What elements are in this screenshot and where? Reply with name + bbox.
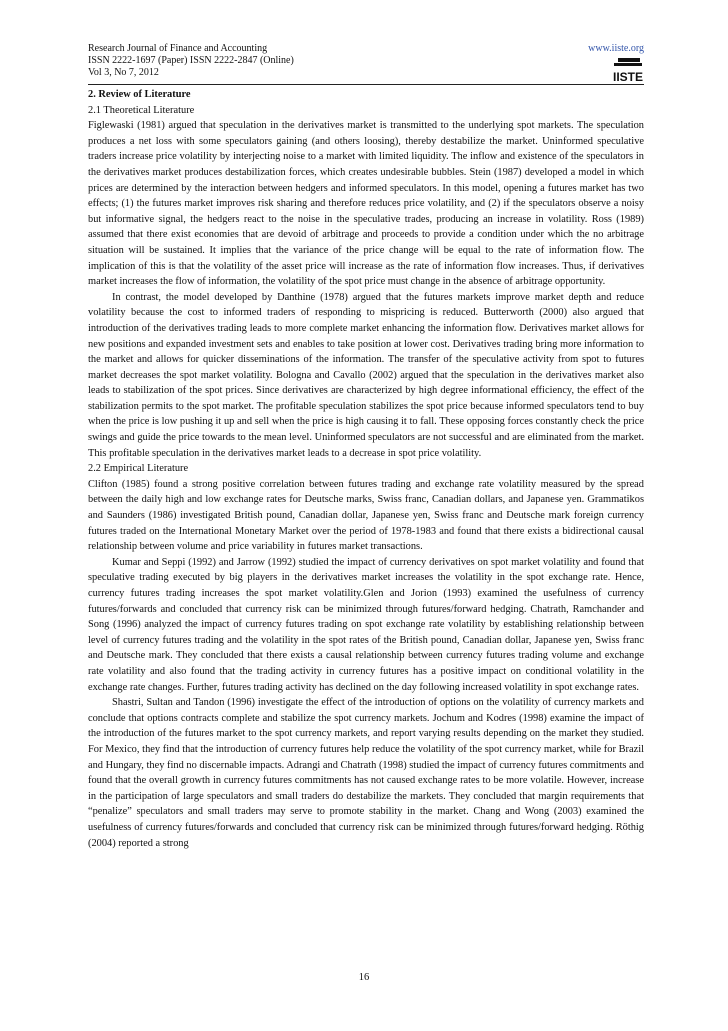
section-title: 2. Review of Literature bbox=[88, 89, 191, 100]
paragraph: Kumar and Seppi (1992) and Jarrow (1992) studied the impact of currency derivatives on spot market volatility and found that speculative trading executed by big players in the derivatives market increases the volatility in the spot exchange rate. Hence, currency futures trading increases the spot market volatility.Glen and Jorion (1993) examined the usefulness of currency futures/forwards and concluded that currency risk can be minimized through futures/forward hedging. Chatrath, Ramchander and Song (1996) analyzed the impact of currency futures trading on spot exchange rate volatility by establishing relationship between level of currency futures trading and the volatility in the spot rates of the British pound, Canadian dollar, Japanese yen, Swiss franc and Deutsche mark. They concluded that there exists a causal relationship between currency futures trading volume and exchange rate volatility and also found that the trading activity in currency futures has a positive impact on conditional volatility in the exchange rate changes. Further, futures trading activity has declined on the day following increased volatility in spot exchange rates. bbox=[88, 556, 644, 693]
paragraph: Clifton (1985) found a strong positive correlation between futures trading and exchange rate volatility measured by the spread between the daily high and low exchange rates for Deutsche marks, Swiss franc, Canadian dollars, and Japanese yen. Grammatikos and Saunders (1986) investigated British pound, Canadian dollar, Japanese yen, Swiss franc and Deutsche mark foreign currency futures traded on the International Monetary Market over the period of 1978-1983 and found that there exists a bidirectional causal relationship between volume and price variability in futures market transactions. bbox=[88, 478, 644, 553]
subsection-title-empirical: 2.2 Empirical Literature bbox=[88, 463, 189, 475]
iiste-logo bbox=[612, 57, 644, 83]
paragraph: Figlewaski (1981) argued that speculation in the derivatives market is transmitted to the underlying spot markets. The speculation produces a net loss with some speculators gaining (and others loosing), thereby destabilize the market. Uninformed speculative traders increase price volatility by interjecting noise to a market with limited liquidity. The inflow and existence of the speculators in the derivatives market produces destabilization forces, which creates undesirable bubbles. Stein (1987) developed a model in which prices are determined by the interaction between hedgers and informed speculators. In this model, opening a futures market has two effects; (1) the futures market improves risk sharing and therefore reduces price volatility, and (2) if the speculators observe a noisy but informative signal, the hedgers react to the noise in the speculative trades, producing an increase in volatility. Ross (1989) assumed that there exist economies that are devoid of arbitrage and proceeds to provide a condition under which the no arbitrage situation will be sustained. It implies that the variance of the price change will be equal to the rate of information flow. The implication of this is that the volatility of the asset price will increase as the rate of information flow increases. Thus, if derivatives market increases the flow of information, the volatility of the spot price must change in the absence of arbitrage opportunity. bbox=[88, 120, 644, 288]
article-body bbox=[88, 87, 644, 851]
paragraph: Shastri, Sultan and Tandon (1996) investigate the effect of the introduction of options on the volatility of currency markets and conclude that options contracts complete and stabilize the spot currency markets. Jochum and Kodres (1998) examine the impact of the introduction of the futures market to the spot currency markets, and report varying results depending on the market they studied. For Mexico, they find that the introduction of currency futures help reduce the volatility of the spot currency market, while for Brazil and Hungary, they find no discernable impacts. Adrangi and Chatrath (1998) studied the impact of currency futures commitments and found that the overall growth in currency futures commitments has not caused exchange rates to be more volatile. However, increase in the participation of large speculators and small traders do destabilize the markets. They concluded that margin requirements that “penalize” speculators and small traders may serve to promote stability in the market. Chang and Wong (2003) examined the usefulness of currency futures/forwards and concluded that currency risk can be minimized through futures/forward hedging. Röthig (2004) reported a strong bbox=[88, 697, 644, 849]
page-header bbox=[88, 43, 644, 83]
paragraph: In contrast, the model developed by Danthine (1978) argued that the futures markets improve market depth and reduce volatility because the cost to informed traders of responding to mispricing is reduced. Butterworth (2000) also argued that introduction of the derivatives trading leads to more complete market enhancing the information flow. Derivatives market allows for new positions and expanded investment sets and enables to take position at lower cost. Derivatives trading bring more information to the market and allows for quicker disseminations of the information. The transfer of the speculative activity from spot to futures market decreases the spot market volatility. Bologna and Cavallo (2002) argued that the speculation in the derivatives market also leads to stabilization of the spot prices. Since derivatives are characterized by high degree informational efficiency, the effect of the stabilization permits to the spot market. The profitable speculation stabilizes the spot price because informed speculators tend to buy when the price is low pushing it up and sell when the price is high causing it to fall. These opposing forces constantly check the price swings and guide the price towards to the mean level. Uninformed speculators are not successful and are eliminated from the market. This profitable speculation in the derivatives market leads to a decrease in spot price volatility. bbox=[88, 291, 644, 459]
page-number: 16 bbox=[358, 972, 370, 983]
journal-url-link[interactable]: www.iiste.org bbox=[588, 43, 644, 54]
journal-title: Research Journal of Finance and Accounting bbox=[88, 43, 268, 54]
header-divider bbox=[88, 84, 644, 85]
logo-text: IISTE bbox=[612, 70, 644, 83]
journal-issn: ISSN 2222-1697 (Paper) ISSN 2222-2847 (Online) bbox=[88, 55, 294, 66]
subsection-title-theoretical: 2.1 Theoretical Literature bbox=[88, 104, 195, 116]
journal-volume: Vol 3, No 7, 2012 bbox=[88, 67, 159, 78]
